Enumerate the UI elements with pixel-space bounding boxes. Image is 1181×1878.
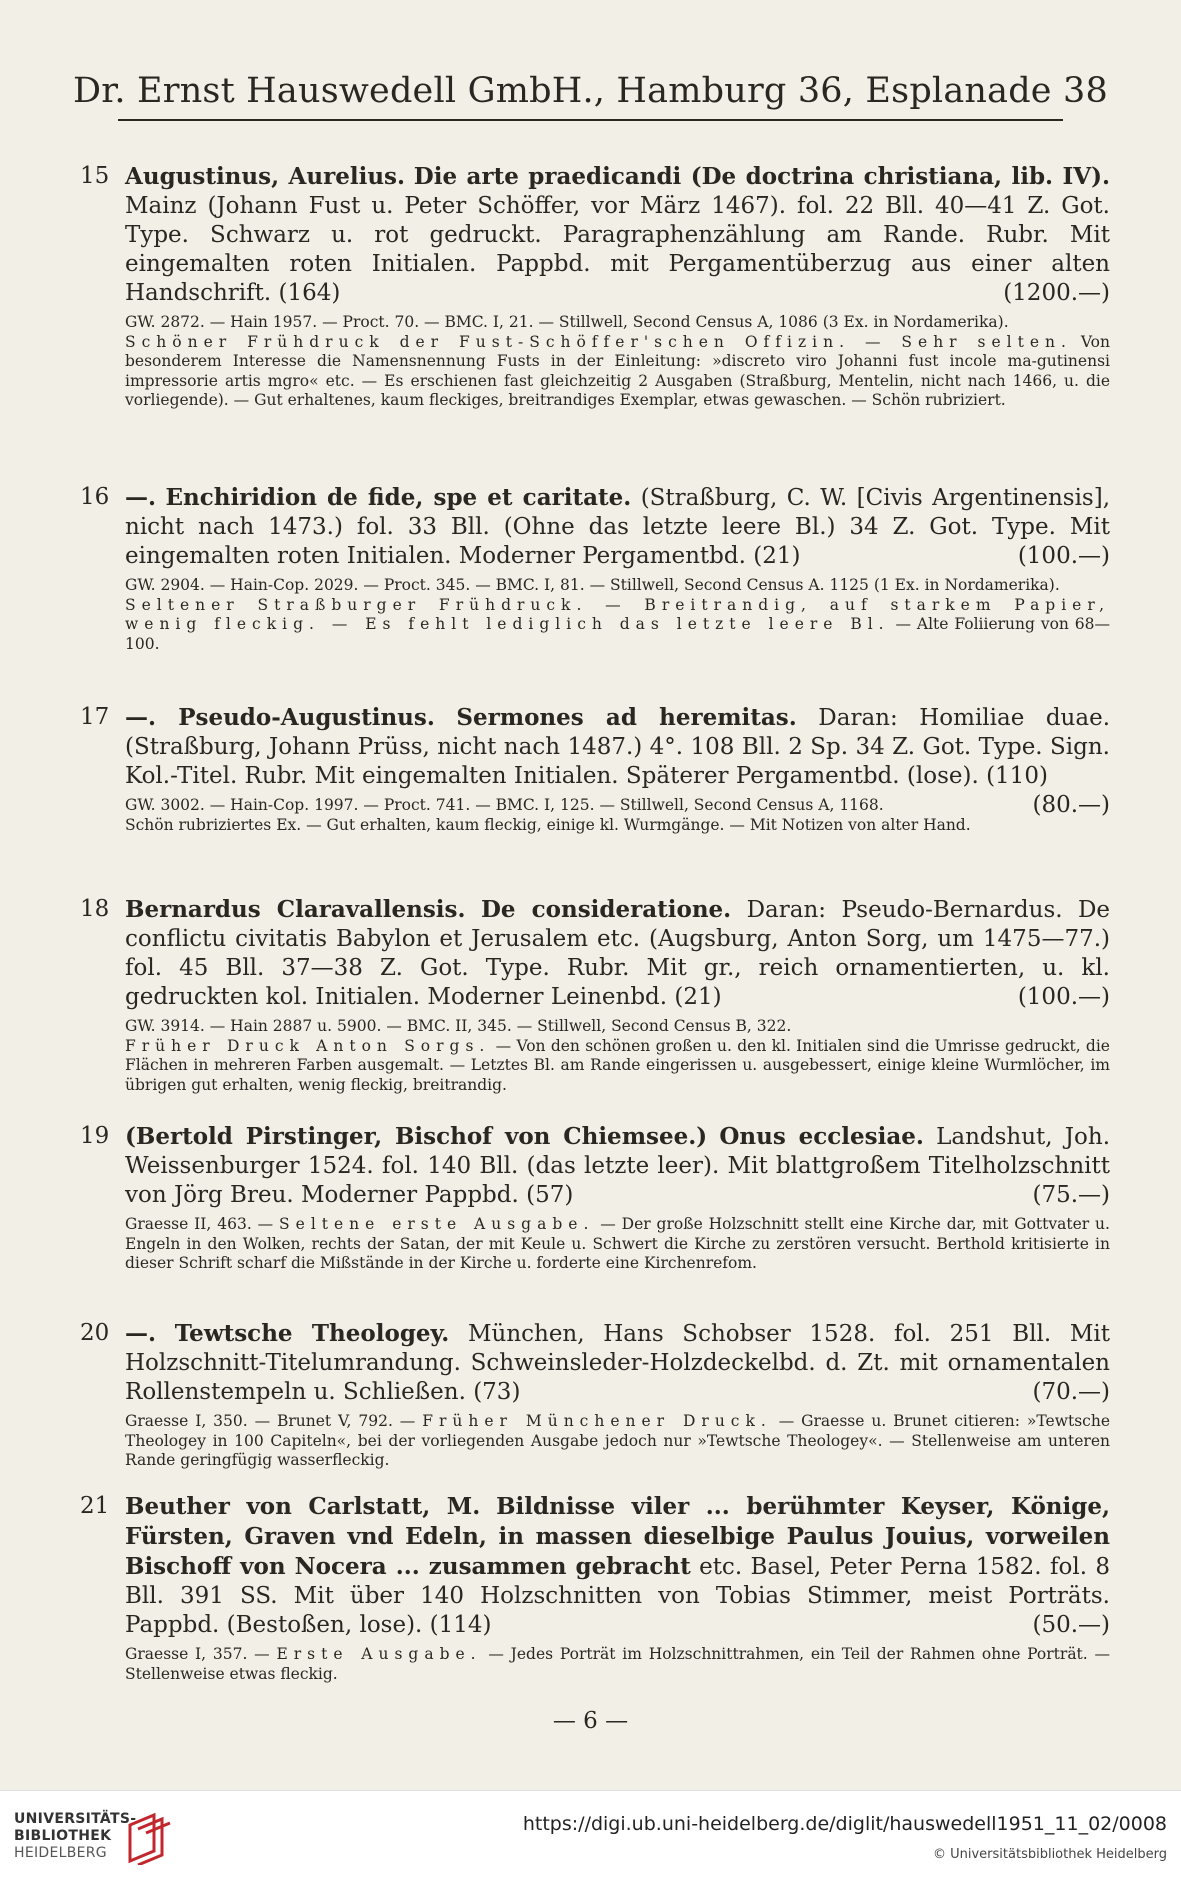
entry-references: GW. 3002. — Hain-Cop. 1997. — Proct. 741. — BMC. I, 125. — Stillwell, Second Census A, 1168. — [125, 796, 884, 814]
entry-references: GW. 3914. — Hain 2887 u. 5900. — BMC. II, 345. — Stillwell, Second Census B, 322. — [125, 1017, 792, 1035]
entry-note: — Graesse u. Brunet citieren: »Tewtsche Theologey in 100 Capiteln«, bei der vorliegenden Ausgabe jedoch nur »Tewtsche Theologey«. — Stellenweise am unteren Rande geringfügig wasserfleckig. — [125, 1412, 1110, 1469]
entry-note: — Der große Holzschnitt stellt eine Kirche dar, mit Gottvater u. Engeln in den Wolken, rechts der Satan, der mit Keule u. Schwert die Kirche zu zerstören versucht. Berthold kritisierte in dieser Schrift scharf die Mißstände in der Kirche u. forderte eine Kirchenrefom. — [125, 1215, 1110, 1272]
entry-note: Von besonderem Interesse die Namensnennung Fusts in der Einleitung: »discreto viro Johanni fust incole ma-gutinensi impressorie artis mgro« etc. — Es erschienen fast gleichzeitig 2 Ausgaben (Straßburg, Mentelin, nicht nach 1466, u. die vorliegende). — Gut erhaltenes, kaum fleckiges, breitrandiges Exemplar, etwas gewaschen. — Schön rubriziert. — [125, 332, 1110, 409]
entry-number: 16 — [80, 484, 110, 510]
entry-title: Sermones ad heremitas. — [456, 704, 797, 731]
entry-price: (100.—) — [1017, 543, 1110, 569]
page-number: — 6 — — [552, 1708, 629, 1734]
entry-author: Bernardus Claravallensis. — [125, 896, 466, 923]
entry-title: Enchiridion de fide, spe et caritate. — [165, 484, 632, 511]
entry-number: 15 — [80, 163, 110, 189]
entry-author: —. — [125, 484, 157, 511]
entry-title: De consideratione. — [480, 896, 732, 923]
entry-author: Beuther von Carlstatt, M. — [125, 1493, 481, 1520]
header-rule — [118, 119, 1063, 121]
entry-title: Bildnisse viler ... berühmter Keyser, Könige, Fürsten, Graven vnd Edeln, in massen dieselbige Paulus Jouius, vorweilen Bischoff von Nocera ... zusammen gebracht — [125, 1493, 1110, 1580]
entry-note: — Von den schönen großen u. den kl. Initialen sind die Umrisse gedruckt, die Flächen in mehreren Farben ausgemalt. — Letztes Bl. am Rande eingerissen u. ausgebessert, einige kleine Wurmlöcher, im übrigen gut erhalten, wenig fleckig, breitrandig. — [125, 1036, 1110, 1094]
entry-note: Schön rubriziertes Ex. — Gut erhalten, kaum fleckig, einige kl. Wurmgänge. — Mit Notizen von alter Hand. — [125, 815, 971, 834]
running-head: Dr. Ernst Hauswedell GmbH., Hamburg 36, Esplanade 38 — [73, 71, 1108, 111]
logo-text-line3: HEIDELBERG — [14, 1845, 107, 1861]
entry-price: (100.—) — [1017, 984, 1110, 1010]
entry-description: Daran: Pseudo-Bernardus. De conflictu civitatis Babylon et Jerusalem etc. (Augsburg, Anton Sorg, um 1475—77.) fol. 45 Bll. 37—38 Z. Got. Type. Rubr. Mit gr., reich ornamentierten, u. kl. gedruckten kol. Initialen. Moderner Leinenbd. (21) — [125, 897, 1111, 1010]
entry-price: (1200.—) — [1003, 280, 1110, 306]
entry-highlight: Schöner Frühdruck der Fust-Schöffer'schen Offizin. — Sehr selten. — [125, 332, 1072, 351]
entry-highlight: Früher Druck Anton Sorgs. — [125, 1036, 491, 1055]
library-emblem-icon — [124, 1811, 172, 1865]
entry-note: — Jedes Porträt im Holzschnittrahmen, ein Teil der Rahmen ohne Porträt. — Stellenweise etwas fleckig. — [125, 1645, 1110, 1683]
entry-note: — Alte Foliierung von 68—100. — [125, 615, 1110, 653]
entry-title: Onus ecclesiae. — [719, 1123, 924, 1150]
permalink-url[interactable]: https://digi.ub.uni-heidelberg.de/diglit/hauswedell1951_11_02/0008 — [522, 1813, 1167, 1835]
entry-number: 20 — [80, 1320, 110, 1346]
entry-references: Graesse I, 350. — Brunet V, 792. — — [125, 1412, 416, 1430]
entry-author: Augustinus, Aurelius. — [125, 163, 406, 190]
entry-price: (80.—) — [1032, 792, 1110, 818]
entry-author: (Bertold Pirstinger, Bischof von Chiemsee.) — [125, 1123, 708, 1150]
entry-description: Daran: Homiliae duae. (Straßburg, Johann Prüss, nicht nach 1487.) 4°. 108 Bll. 2 Sp. 34 Z. Got. Type. Sign. Kol.-Titel. Rubr. Mit eingemalten Initialen. Späterer Pergamentbd. (lose). (110) — [125, 705, 1111, 789]
entry-description: etc. Basel, Peter Perna 1582. fol. 8 Bll. 391 SS. Mit über 140 Holzschnitten von Tobias Stimmer, meist Porträts. Pappbd. (Bestoßen, lose). (114) — [125, 1554, 1111, 1638]
entry-highlight: Erste Ausgabe. — [276, 1645, 482, 1663]
entry-number: 17 — [80, 704, 110, 730]
entry-description: München, Hans Schobser 1528. fol. 251 Bll. Mit Holzschnitt-Titelumrandung. Schweinsleder-Holzdeckelbd. d. Zt. mit ornamentalen Rollenstempeln u. Schließen. (73) — [125, 1321, 1111, 1405]
entry-author: —. — [125, 1320, 157, 1347]
entry-highlight: Seltener Straßburger Frühdruck. — Breitrandig, auf starkem Papier, wenig fleckig. — Es fehlt lediglich das letzte leere Bl. — [125, 595, 1110, 633]
entry-price: (70.—) — [1032, 1379, 1110, 1405]
entry-author: —. Pseudo-Augustinus. — [125, 704, 435, 731]
entry-highlight: Seltene erste Ausgabe. — [279, 1215, 595, 1233]
entry-number: 19 — [80, 1123, 110, 1149]
entry-references: GW. 2872. — Hain 1957. — Proct. 70. — BMC. I, 21. — Stillwell, Second Census A, 1086 (3 Ex. in Nordamerika). — [125, 313, 1009, 331]
logo-text-line1: UNIVERSITÄTS- — [14, 1811, 137, 1827]
entry-title: Die arte praedicandi (De doctrina christiana, lib. IV). — [413, 163, 1111, 190]
entry-description: (Straßburg, C. W. [Civis Argentinensis], nicht nach 1473.) fol. 33 Bll. (Ohne das letzte leere Bl.) 34 Z. Got. Type. Mit eingemalten roten Initialen. Moderner Pergamentbd. (21) — [125, 485, 1111, 569]
entry-number: 21 — [80, 1493, 110, 1519]
entry-references: GW. 2904. — Hain-Cop. 2029. — Proct. 345. — BMC. I, 81. — Stillwell, Second Census A. 1125 (1 Ex. in Nordamerika). — [125, 576, 1060, 594]
logo-text-line2: BIBLIOTHEK — [14, 1828, 112, 1844]
entry-description: Landshut, Joh. Weissenburger 1524. fol. 140 Bll. (das letzte leer). Mit blattgroßem Titelholzschnitt von Jörg Breu. Moderner Pappbd. (57) — [125, 1124, 1111, 1208]
copyright-notice: © Universitätsbibliothek Heidelberg — [932, 1847, 1167, 1862]
entry-description: Mainz (Johann Fust u. Peter Schöffer, vor März 1467). fol. 22 Bll. 40—41 Z. Got. Type. Schwarz u. rot gedruckt. Paragraphenzählung am Rande. Rubr. Mit eingemalten roten Initialen. Pappbd. mit Pergamentüberzug aus einer alten Handschrift. (164) — [125, 193, 1110, 306]
entry-highlight: Früher Münchener Druck. — [422, 1412, 772, 1430]
entry-references: Graesse I, 357. — — [125, 1645, 270, 1663]
entry-number: 18 — [80, 896, 110, 922]
entry-title: Tewtsche Theologey. — [174, 1320, 450, 1347]
library-logo[interactable] — [14, 1807, 169, 1867]
entry-price: (50.—) — [1032, 1612, 1110, 1638]
entry-references: Graesse II, 463. — — [125, 1215, 274, 1233]
entry-price: (75.—) — [1032, 1182, 1110, 1208]
viewer-footer — [0, 1790, 1181, 1878]
